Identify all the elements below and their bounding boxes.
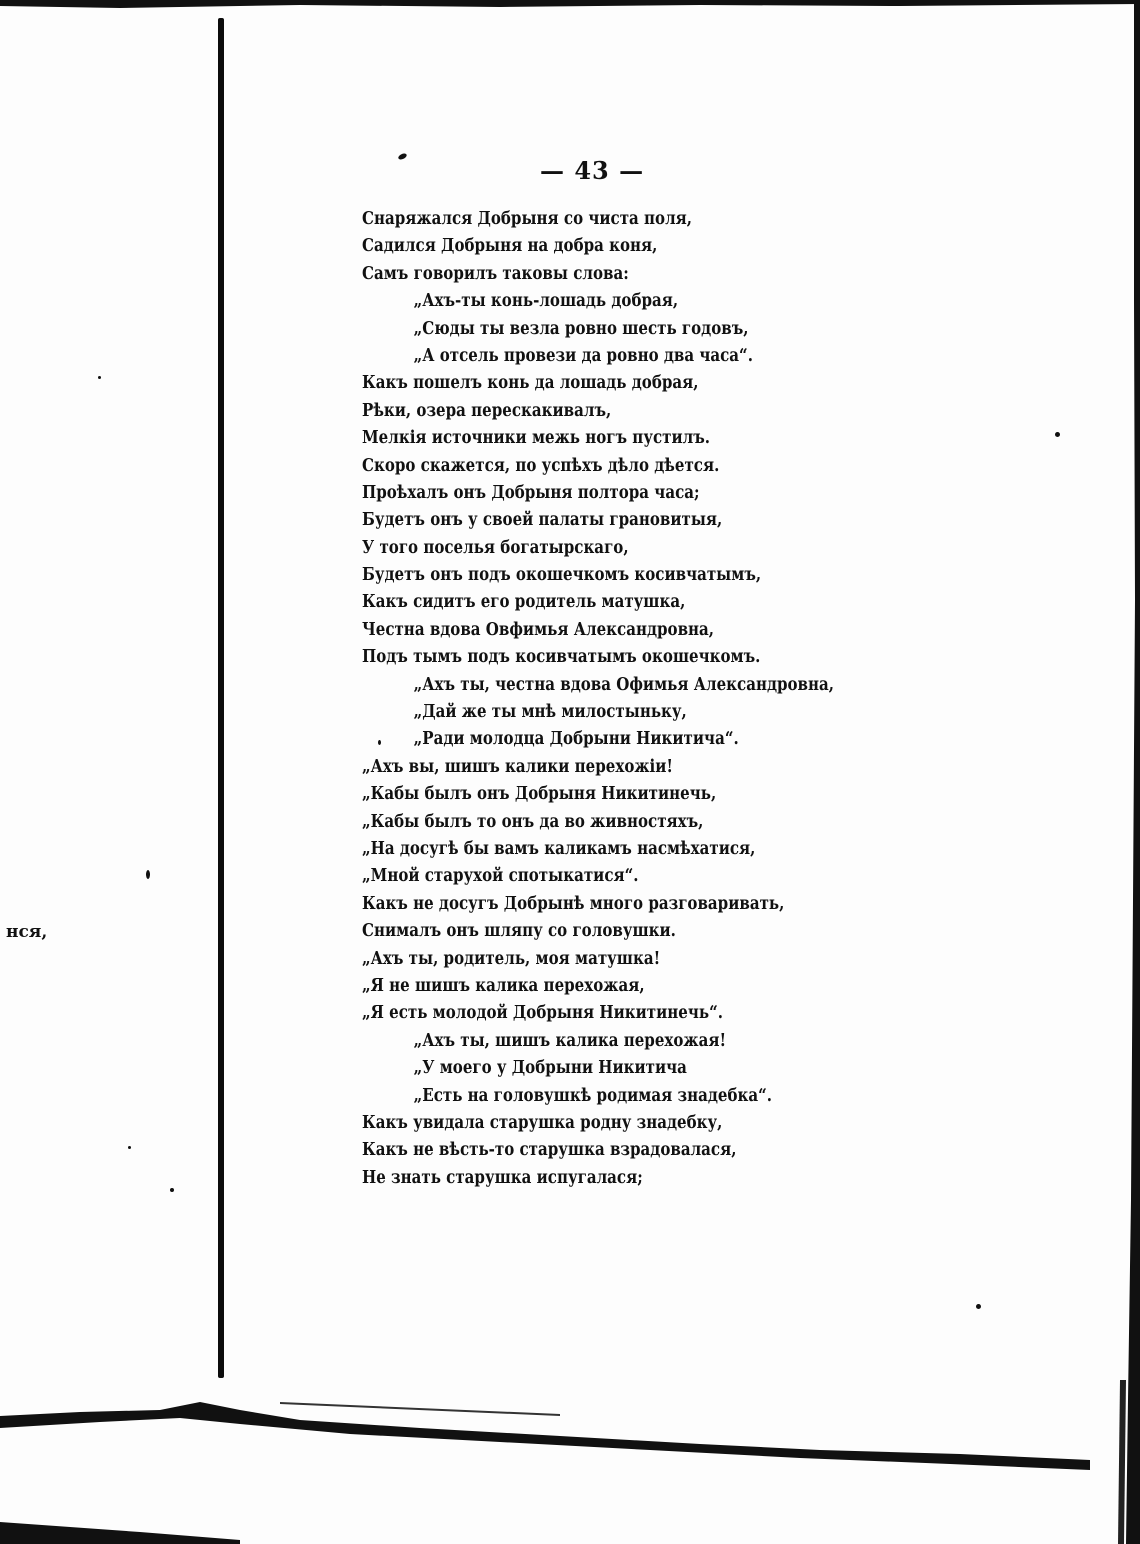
ink-speck <box>397 152 407 160</box>
poem-line: Будетъ онъ у своей палаты грановитыя, <box>362 510 723 531</box>
poem-line: У того поселья богатырскаго, <box>362 537 629 558</box>
ink-speck <box>378 740 381 745</box>
ink-speck <box>98 376 101 379</box>
poem-line: „Кабы былъ онъ Добрыня Никитинечь, <box>362 784 717 805</box>
poem-line: Рѣки, озера перескакивалъ, <box>362 400 612 421</box>
ink-speck <box>976 1304 981 1309</box>
poem-line: Какъ увидала старушка родну знадебку, <box>362 1112 723 1133</box>
poem-line: „Ахъ ты, шишъ калика перехожая! <box>413 1030 727 1051</box>
binding-shadow-line <box>218 18 224 1378</box>
poem-line: Снаряжался Добрыня со чиста поля, <box>362 209 693 229</box>
poem-line: Какъ сидитъ его родитель матушка, <box>362 592 686 613</box>
poem-line: Будетъ онъ подъ окошечкомъ косивчатымъ, <box>362 565 762 586</box>
poem-line: „Я есть молодой Добрыня Никитинечь“. <box>362 1003 723 1024</box>
poem-line: Снималъ онъ шляпу со головушки. <box>362 921 676 942</box>
top-scan-edge <box>0 0 1140 14</box>
poem-line: „У моего у Добрыни Никитича <box>413 1058 687 1079</box>
poem-line: „Есть на головушкѣ родимая знадебка“. <box>413 1085 773 1106</box>
ink-speck <box>128 1146 131 1149</box>
poem-line: Подъ тымъ подъ косивчатымъ окошечкомъ. <box>362 647 761 668</box>
ink-speck <box>1055 432 1060 437</box>
poem-line: „Дай же ты мнѣ милостыньку, <box>413 702 687 723</box>
right-scan-edge <box>1090 0 1140 1544</box>
poem-line: Какъ не вѣсть-то старушка взрадовалася, <box>362 1140 737 1161</box>
page-number: — 43 — <box>540 156 645 185</box>
poem-line: Какъ пошелъ конь да лошадь добрая, <box>362 373 699 394</box>
poem-line: Не знать старушка испугалася; <box>362 1167 643 1188</box>
poem-line: „Ради молодца Добрыни Никитича“. <box>413 729 739 750</box>
poem-line: Честна вдова Овфимья Александровна, <box>362 619 715 640</box>
poem-line: Какъ не досугъ Добрынѣ много разговаривать, <box>362 893 785 914</box>
poem-line: Проѣхалъ онъ Добрыня полтора часа; <box>362 482 700 503</box>
poem-line: „Ахъ-ты конь-лошадь добрая, <box>413 291 679 312</box>
margin-text-fragment: нся, <box>6 922 48 942</box>
poem-line: Садился Добрыня на добра коня, <box>362 236 658 257</box>
poem-line: „Ахъ вы, шишъ калики перехожіи! <box>362 756 674 777</box>
poem-line: „Кабы былъ то онъ да во живностяхъ, <box>362 811 704 832</box>
poem-line: „Мной старухой спотыкатися“. <box>362 866 639 887</box>
poem-line: „На досугѣ бы вамъ каликамъ насмѣхатися, <box>362 838 756 859</box>
poem-line: Самъ говорилъ таковы слова: <box>362 263 629 284</box>
ink-speck <box>170 1188 174 1192</box>
poem-line: Мелкія источники межь ногъ пустилъ. <box>362 428 711 449</box>
ink-speck <box>146 870 150 879</box>
poem-line: Скоро скажется, по успѣхъ дѣло дѣется. <box>362 455 720 476</box>
poem-text-block <box>362 206 922 1192</box>
poem-line: „А отсель провези да ровно два часа“. <box>413 345 753 366</box>
poem-line: „Ахъ ты, родитель, моя матушка! <box>362 948 661 969</box>
poem-line: „Сюды ты везла ровно шесть годовъ, <box>413 318 749 339</box>
poem-line: „Я не шишъ калика перехожая, <box>362 975 645 996</box>
poem-line: „Ахъ ты, честна вдова Офимья Александровна, <box>413 674 835 695</box>
bottom-scan-edge <box>0 1380 1140 1544</box>
